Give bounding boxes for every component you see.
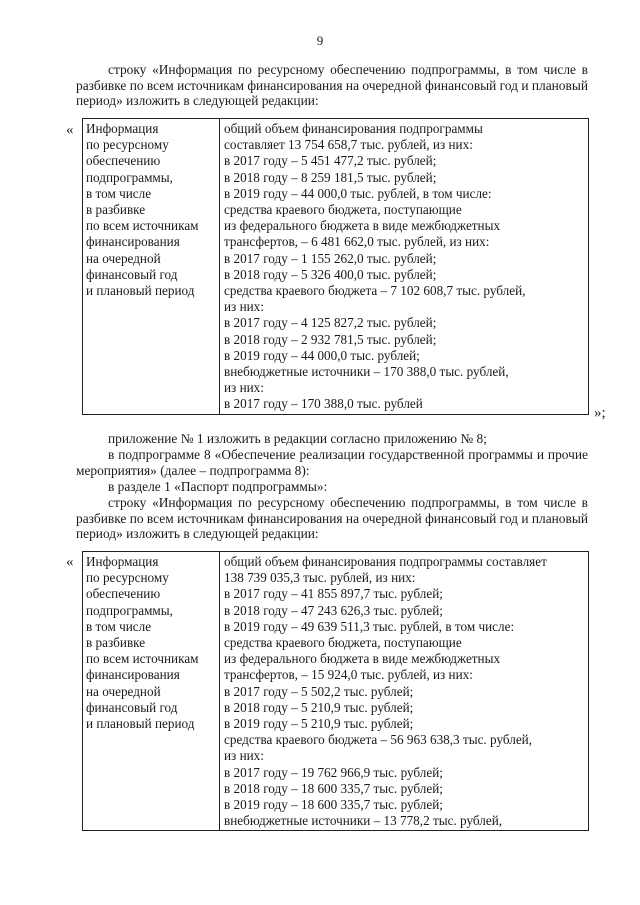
table1-value-line: в 2019 году – 44 000,0 тыс. рублей, в том числе: — [224, 185, 492, 201]
table2-value-line: из них: — [224, 748, 264, 764]
paragraph-subprogram-8: в подпрограмме 8 «Обеспечение реализации государственной программы и прочие мероприятия» (далее – подпрограмма 8): — [76, 447, 588, 478]
table2-label-line: финансирования — [86, 667, 180, 683]
paragraph-appendix-1: приложение № 1 изложить в редакции согласно приложению № 8; — [108, 431, 487, 446]
table1-value-lines — [224, 121, 585, 413]
table1-label-line: финансирования — [86, 234, 180, 250]
table1-close-quote: »; — [594, 405, 606, 421]
table1-label-line: в том числе — [86, 185, 152, 201]
table2-value-line: трансфертов, – 15 924,0 тыс. рублей, из них: — [224, 667, 473, 683]
table1-label-line: по всем источникам — [86, 218, 199, 234]
table2-value-cell — [220, 552, 589, 831]
table1-label-line: Информация — [86, 121, 159, 136]
table1-value-line: общий объем финансирования подпрограммы — [224, 121, 483, 136]
table1-value-line: в 2018 году – 8 259 181,5 тыс. рублей; — [224, 169, 437, 185]
table1-value-line: внебюджетные источники – 170 388,0 тыс. рублей, — [224, 364, 509, 380]
table1-value-line: из федерального бюджета в виде межбюджетных — [224, 218, 501, 234]
table2-value-lines — [224, 554, 585, 829]
table2-label-line: в разбивке — [86, 635, 146, 651]
table1-value-line: трансфертов, – 6 481 662,0 тыс. рублей, из них: — [224, 234, 490, 250]
passport-table-1 — [82, 118, 589, 415]
table2-value-line: 138 739 035,3 тыс. рублей, из них: — [224, 570, 416, 586]
table1-open-quote: « — [66, 122, 74, 138]
table1-label-line: обеспечению — [86, 153, 161, 169]
page-number: 9 — [316, 33, 324, 48]
table1-value-line: в 2017 году – 1 155 262,0 тыс. рублей; — [224, 250, 437, 266]
table2-open-quote: « — [66, 554, 74, 570]
table2-value-line: внебюджетные источники – 13 778,2 тыс. рублей, — [224, 813, 503, 829]
table1-value-line: из них: — [224, 299, 264, 315]
table1-value-line: в 2019 году – 44 000,0 тыс. рублей; — [224, 347, 420, 363]
table1-value-line: средства краевого бюджета, поступающие — [224, 202, 462, 218]
table2-value-line: в 2018 году – 5 210,9 тыс. рублей; — [224, 699, 414, 715]
table1-value-line: средства краевого бюджета – 7 102 608,7 тыс. рублей, — [224, 283, 526, 299]
table2-label-line: и плановый период — [86, 716, 195, 732]
table2-value-line: в 2019 году – 5 210,9 тыс. рублей; — [224, 716, 414, 732]
table1-value-line: в 2017 году – 4 125 827,2 тыс. рублей; — [224, 315, 437, 331]
table2-value-line: средства краевого бюджета – 56 963 638,3 тыс. рублей, — [224, 732, 533, 748]
table2-label-lines — [86, 554, 216, 732]
table1-value-line: в 2017 году – 170 388,0 тыс. рублей — [224, 396, 423, 412]
table2-value-line: из федерального бюджета в виде межбюджетных — [224, 651, 501, 667]
table1-value-line: составляет 13 754 658,7 тыс. рублей, из них: — [224, 137, 473, 153]
table1-label-line: по ресурсному — [86, 137, 169, 153]
passport-table-2 — [82, 551, 589, 831]
table2-value-line: в 2017 году – 19 762 966,9 тыс. рублей; — [224, 764, 443, 780]
table2-value-line: в 2019 году – 18 600 335,7 тыс. рублей; — [224, 797, 443, 813]
table2-label-line: на очередной — [86, 683, 161, 699]
table1-label-line: и плановый период — [86, 283, 195, 299]
paragraph-section-1: в разделе 1 «Паспорт подпрограммы»: — [108, 479, 328, 494]
table1-value-line: в 2018 году – 2 932 781,5 тыс. рублей; — [224, 331, 437, 347]
table1-value-line: в 2018 году – 5 326 400,0 тыс. рублей; — [224, 266, 437, 282]
table2-label-line: в том числе — [86, 618, 152, 634]
table2-value-line: в 2017 году – 5 502,2 тыс. рублей; — [224, 683, 414, 699]
table1-label-line: финансовый год — [86, 266, 178, 282]
table1-label-line: в разбивке — [86, 202, 146, 218]
table1-label-lines — [86, 121, 216, 299]
table1-value-line: из них: — [224, 380, 264, 396]
table2-value-line: средства краевого бюджета, поступающие — [224, 635, 462, 651]
table1-label-line: на очередной — [86, 250, 161, 266]
table2-label-line: подпрограммы, — [86, 602, 173, 618]
table2-label-line: обеспечению — [86, 586, 161, 602]
table2-label-line: по всем источникам — [86, 651, 199, 667]
table1-value-line: в 2017 году – 5 451 477,2 тыс. рублей; — [224, 153, 437, 169]
table2-label-line: по ресурсному — [86, 570, 169, 586]
table2-value-line: в 2019 году – 49 639 511,3 тыс. рублей, в том числе: — [224, 618, 515, 634]
table2-label-line: финансовый год — [86, 699, 178, 715]
table2-value-line: в 2018 году – 47 243 626,3 тыс. рублей; — [224, 602, 443, 618]
paragraph-intro-2: строку «Информация по ресурсному обеспечению подпрограммы, в том числе в разбивке по всем источникам финансирования на очередной финансовый год и плановый период» изложить в следующей редакции: — [76, 495, 588, 542]
table2-value-line: общий объем финансирования подпрограммы составляет — [224, 554, 547, 569]
table2-label-cell — [83, 552, 220, 831]
table2-value-line: в 2017 году – 41 855 897,7 тыс. рублей; — [224, 586, 443, 602]
table1-label-cell — [83, 119, 220, 415]
table2-label-line: Информация — [86, 554, 159, 569]
table1-label-line: подпрограммы, — [86, 169, 173, 185]
paragraph-intro-1: строку «Информация по ресурсному обеспечению подпрограммы, в том числе в разбивке по всем источникам финансирования на очередной финансовый год и плановый период» изложить в следующей редакции: — [76, 62, 588, 109]
table1-value-cell — [220, 119, 589, 415]
table2-value-line: в 2018 году – 18 600 335,7 тыс. рублей; — [224, 780, 443, 796]
